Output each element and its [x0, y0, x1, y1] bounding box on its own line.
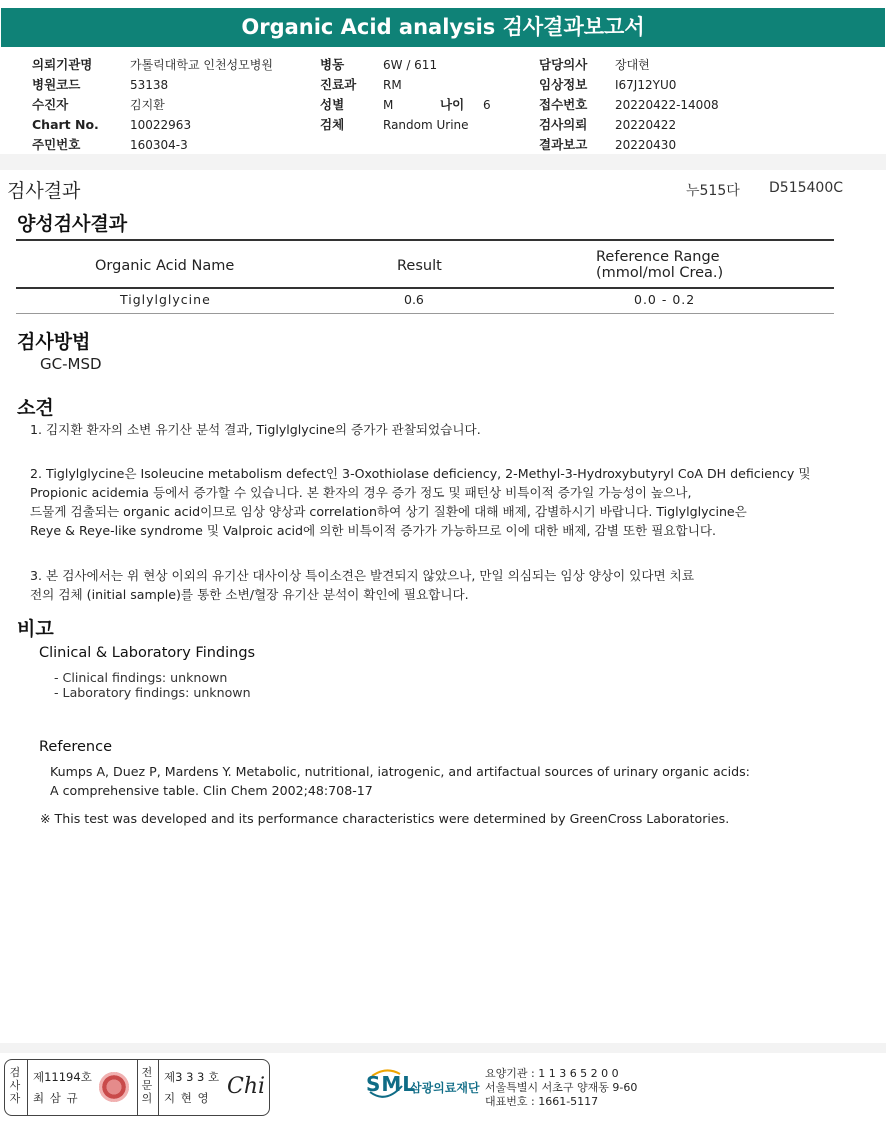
patient-info-col3	[539, 55, 719, 155]
report-title: Organic Acid analysis 검사결과보고서	[1, 8, 885, 47]
info-row: 주민번호 160304-3	[32, 137, 188, 152]
institution-info: 요양기관 : 1 1 3 6 5 2 0 0 서울특별시 서초구 양재동 9-60 대표번호 : 1661-5117	[485, 1067, 638, 1108]
info-row: 접수번호 20220422-14008	[539, 97, 719, 112]
specialist-label: 전 문 의	[141, 1066, 153, 1105]
info-row: 검사의뢰 20220422	[539, 117, 677, 132]
specialist-name: 지 현 영	[164, 1091, 210, 1105]
info-row: 병동 6W / 611	[320, 57, 438, 72]
disclaimer-note: ※ This test was developed and its performance characteristics were determined by GreenCross Laboratories.	[40, 811, 730, 826]
sml-logo-text: SML	[366, 1072, 417, 1096]
finding-paragraph-1: 1. 김지환 환자의 소변 유기산 분석 결과, Tiglylglycine의 증가가 관찰되었습니다.	[30, 422, 481, 437]
positive-results-subtitle: 양성검사결과	[17, 213, 128, 235]
tester-name: 최 삼 규	[33, 1091, 79, 1105]
info-row: 결과보고 20220430	[539, 137, 677, 152]
patient-info-col2	[320, 55, 491, 135]
info-row: 검체 Random Urine	[320, 117, 469, 132]
tester-seal-icon	[99, 1072, 129, 1102]
info-row: 성별 M 나이 6	[320, 97, 491, 112]
col-header-range: Reference Range (mmol/mol Crea.)	[596, 249, 724, 281]
tester-label: 검 사 자	[9, 1066, 21, 1105]
method-title: 검사방법	[17, 331, 91, 353]
org-name: 삼광의료재단	[410, 1081, 480, 1095]
info-row: 임상정보 I67J12YU0	[539, 77, 677, 92]
findings-title: 소견	[17, 397, 54, 419]
specialist-signature: Chi	[227, 1074, 266, 1099]
method-value: GC-MSD	[40, 355, 102, 373]
footer-band	[0, 1043, 886, 1053]
list-item: - Clinical findings: unknown	[54, 670, 228, 685]
info-row: 의뢰기관명 가톨릭대학교 인천성모병원	[32, 57, 273, 72]
info-row: Chart No. 10022963	[32, 117, 192, 132]
test-code-korean: 누515다	[686, 183, 740, 199]
clinical-findings-list	[54, 670, 251, 700]
table-bottom-rule	[16, 313, 834, 314]
table-top-rule	[16, 239, 834, 241]
section-divider-band	[0, 154, 886, 170]
clinical-findings-title: Clinical & Laboratory Findings	[39, 645, 256, 661]
reference-title: Reference	[39, 739, 113, 755]
signature-box	[4, 1059, 270, 1116]
list-item: - Laboratory findings: unknown	[54, 685, 251, 700]
info-row: 병원코드 53138	[32, 77, 169, 92]
col-header-result: Result	[397, 258, 442, 274]
test-code: D515400C	[769, 180, 843, 196]
finding-paragraph-2: 2. Tiglylglycine은 Isoleucine metabolism defect인 3-Oxothiolase deficiency, 2-Methyl-3-Hydroxybutyryl CoA DH deficiency 및 Propionic acidemia 등에서 증가할 수 있습니다. 본 환자의 경우 증가 정도 및 패턴상 비특이적 증가일 가능성이 높으나, 드물게 검출되는 organic acid이므로 임상 양상과 correlation하여 상기 질환에 대해 배제, 감별하시기 바랍니다. Tiglylglycine은 Reye & Reye-like syndrome 및 Valproic acid에 의한 비특이적 증가가 가능하므로 이에 대한 배제, 감별 또한 필요합니다.	[30, 466, 811, 538]
info-row: 담당의사 장대현	[539, 57, 650, 72]
info-row: 수진자 김지환	[32, 97, 165, 112]
tester-license-no: 제11194호	[33, 1070, 92, 1084]
info-row: 진료과 RM	[320, 77, 402, 92]
row-range: 0.0 - 0.2	[634, 292, 696, 307]
col-header-name: Organic Acid Name	[95, 258, 235, 274]
patient-info-col1	[32, 55, 273, 155]
results-title: 검사결과	[7, 180, 81, 202]
remarks-title: 비고	[17, 618, 54, 640]
table-header-rule	[16, 287, 834, 289]
reference-citation: Kumps A, Duez P, Mardens Y. Metabolic, nutritional, iatrogenic, and artifactual sources of urinary organic acids: A comprehensive table. Clin Chem 2002;48:708-17	[50, 764, 750, 798]
row-result: 0.6	[404, 292, 424, 307]
row-acid-name: Tiglylglycine	[120, 292, 211, 307]
specialist-license-no: 제3 3 3 호	[164, 1070, 220, 1084]
finding-paragraph-3: 3. 본 검사에서는 위 현상 이외의 유기산 대사이상 특이소견은 발견되지 않았으나, 만일 의심되는 임상 양상이 있다면 치료 전의 검체 (initial sample)를 통한 소변/혈장 유기산 분석이 확인에 필요합니다.	[30, 568, 695, 602]
